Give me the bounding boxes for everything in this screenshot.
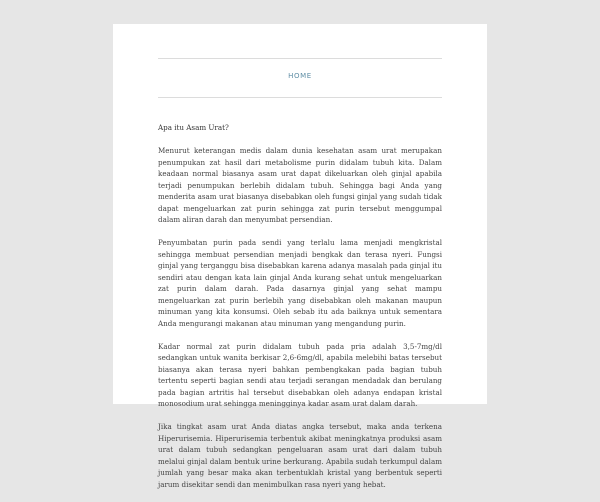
article-paragraph: Jika tingkat asam urat Anda diatas angka tersebut, maka anda terkena Hiperurisemia. Hiperurisemia terbentuk akibat meningkatnya produksi asam urat dalam tubuh sedangkan pengeluaran asam urat dari dalam tubuh melalui ginjal dalam bentuk urine berkurang. Apabila sudah terkumpul dalam jumlah yang besar maka akan terbentuklah kristal yang berbentuk seperti jarum disekitar sendi dan menimbulkan rasa nyeri yang hebat. bbox=[158, 422, 442, 489]
nav-divider-top bbox=[158, 58, 442, 59]
article-paragraph: Menurut keterangan medis dalam dunia kesehatan asam urat merupakan penumpukan zat hasil dari metabolisme purin didalam tubuh kita. Dalam keadaan normal biasanya asam urat dapat dikeluarkan oleh ginjal apabila terjadi penumpukan berlebih didalam tubuh. Sehingga bagi Anda yang menderita asam urat biasanya disebabkan oleh fungsi ginjal yang sudah tidak dapat mengeluarkan zat purin sehingga zat purin tersebut menggumpal dalam aliran darah dan menyumbat persendian. bbox=[158, 146, 442, 224]
nav-home-link[interactable]: HOME bbox=[288, 72, 312, 80]
nav-divider-bottom bbox=[158, 97, 442, 98]
article-paragraph: Penyumbatan purin pada sendi yang terlalu lama menjadi mengkristal sehingga membuat persendian menjadi bengkak dan terasa nyeri. Fungsi ginjal yang terganggu bisa disebabkan karena adanya masalah pada ginjal itu sendiri atau dengan kata lain ginjal Anda kurang sehat untuk mengeluarkan zat purin dalam darah. Pada dasarnya ginjal yang sehat mampu mengeluarkan zat purin berlebih yang disebabkan oleh makanan maupun minuman yang kita konsumsi. Oleh sebab itu ada baiknya untuk sementara Anda mengurangi makanan atau minuman yang mengandung purin. bbox=[158, 238, 442, 328]
main-navigation bbox=[113, 72, 487, 80]
article-content bbox=[158, 122, 442, 502]
page-card bbox=[113, 24, 487, 489]
article-heading: Apa itu Asam Urat? bbox=[158, 123, 229, 132]
article-paragraph: Kadar normal zat purin didalam tubuh pada pria adalah 3,5-7mg/dl sedangkan untuk wanita berkisar 2,6-6mg/dl, apabila melebihi batas tersebut biasanya akan terasa nyeri bahkan pembengkakan pada bagian tubuh tertentu seperti bagian sendi atau terjadi serangan mendadak dan berulang pada bagian artritis hal tersebut disebabkan oleh adanya endapan kristal monosodium urat sehingga meningginya kadar asam urat dalam darah. bbox=[158, 341, 442, 408]
